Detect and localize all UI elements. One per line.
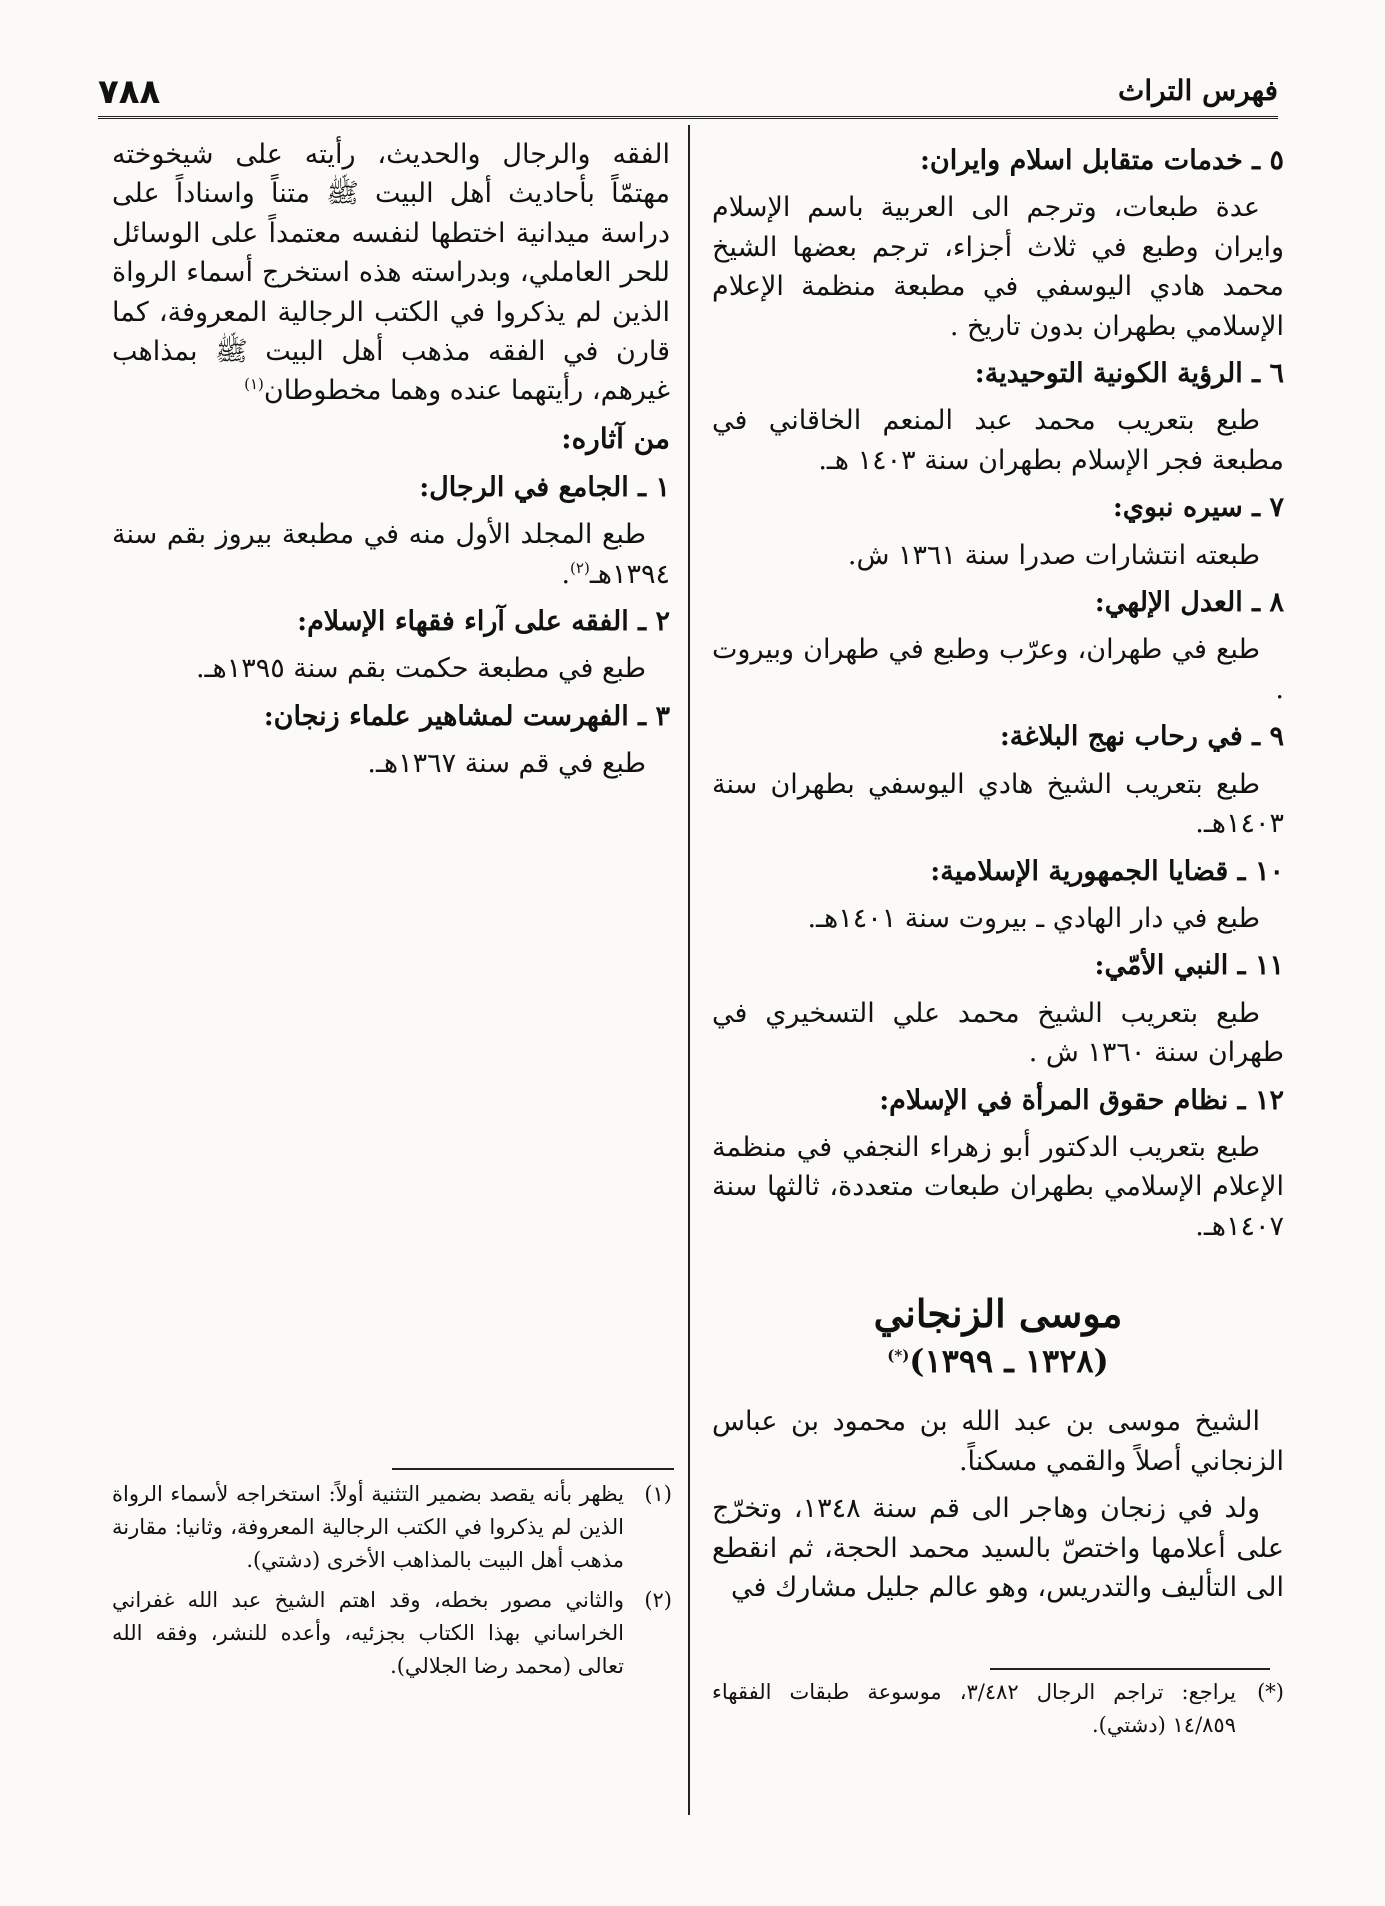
page-header <box>98 70 1278 119</box>
column-divider <box>688 125 690 1815</box>
work-description: طبع المجلد الأول منه في مطبعة بيروز بقم سنة ١٣٩٤هـ$^{(٢)}$. <box>112 519 670 590</box>
work-title: ٥ ـ خدمات متقابل اسلام وايران: <box>919 145 1284 176</box>
page-number: ٧٨٨ <box>98 72 161 112</box>
work-title: ٩ ـ في رحاب نهج البلاغة: <box>999 721 1284 753</box>
right-footnotes <box>712 1676 1284 1748</box>
footnote <box>712 1676 1284 1742</box>
work-description: طبع في قم سنة ١٣٦٧هـ. <box>367 748 646 780</box>
work-title: ١٠ ـ قضايا الجمهورية الإسلامية: <box>930 855 1284 887</box>
footnote-rule <box>392 1468 674 1470</box>
work-title: ١ ـ الجامع في الرجال: <box>419 471 670 503</box>
running-title: فهرس التراث <box>1117 74 1278 107</box>
biography-name: موسى الزنجاني <box>873 1291 1123 1337</box>
work-description: طبع بتعريب الشيخ هادي اليوسفي بطهران سنة ١٤٠٣هـ. <box>712 768 1284 840</box>
biography-paragraph: الشيخ موسى بن عبد الله بن محمود بن عباس الزنجاني أصلاً والقمي مسكناً. <box>712 1406 1284 1477</box>
footnote-mark: (٢) <box>644 1587 672 1612</box>
left-footnotes <box>112 1478 672 1689</box>
footnote <box>112 1584 672 1684</box>
left-column <box>112 135 670 792</box>
biography-continuation-text: الفقه والرجال والحديث، رأيته على شيخوخته مهتمّاً بأحاديث أهل البيت ﷺ متناً واسناداً على دراسة ميدانية اختطها لنفسه معتمداً على الوسائل للحر العاملي، وبدراسته هذه استخرج أسماء الرواة الذين لم يذكروا في الكتب الرجالية المعروفة، كما قارن في الفقه مذهب أهل البيت ﷺ بمذاهب غيرهم، رأيتهما عنده وهما مخطوطان <box>112 139 670 407</box>
biography-dates <box>712 1338 1284 1385</box>
works-list-continued <box>712 141 1284 1246</box>
footnote-ref: (١) <box>244 375 264 394</box>
work-description: طبعته انتشارات صدرا سنة ١٣٦١ ش. <box>847 539 1260 571</box>
footnote-ref: (٢) <box>570 558 590 577</box>
work-title: ٦ ـ الرؤية الكونية التوحيدية: <box>974 358 1284 390</box>
right-column <box>712 135 1284 1615</box>
work-title: ٣ ـ الفهرست لمشاهير علماء زنجان: <box>263 700 670 732</box>
footnote-rule <box>990 1668 1270 1670</box>
work-description-text: طبع المجلد الأول منه في مطبعة بيروز بقم سنة ١٣٩٤هـ <box>112 519 670 590</box>
work-description: عدة طبعات، وترجم الى العربية باسم الإسلام وايران وطبع في ثلاث أجزاء، ترجم بعضها الشيخ محمد هادي اليوسفي في مطبعة منظمة الإعلام الإسلامي بطهران بدون تاريخ . <box>712 192 1284 342</box>
biography-paragraph: ولد في زنجان وهاجر الى قم سنة ١٣٤٨، وتخرّج على أعلامها واختصّ بالسيد محمد الحجة، ثم انقطع الى التأليف والتدريس، وهو عالم جليل مشارك في <box>712 1493 1284 1603</box>
work-description: طبع بتعريب محمد عبد المنعم الخاقاني في مطبعة فجر الإسلام بطهران سنة ١٤٠٣ هـ. <box>712 405 1284 476</box>
biography-dates-text: (١٣٢٨ ـ ١٣٩٩) <box>909 1341 1109 1380</box>
footnote <box>112 1478 672 1578</box>
footnote-mark: (١) <box>644 1482 672 1506</box>
work-description: طبع في مطبعة حكمت بقم سنة ١٣٩٥هـ. <box>195 653 646 685</box>
work-description: طبع بتعريب الشيخ محمد علي التسخيري في طهران سنة ١٣٦٠ ش . <box>712 997 1284 1069</box>
works-heading: من آثاره: <box>561 421 670 455</box>
work-title: ١١ ـ النبي الأمّي: <box>1094 950 1284 982</box>
work-description: طبع في دار الهادي ـ بيروت سنة ١٤٠١هـ. <box>807 902 1260 934</box>
work-title: ١٢ ـ نظام حقوق المرأة في الإسلام: <box>879 1084 1284 1116</box>
footnote-text: يراجع: تراجم الرجال ٣/٤٨٢، موسوعة طبقات الفقهاء ١٤/٨٥٩ (دشتي). <box>712 1680 1236 1738</box>
work-title: ٢ ـ الفقه على آراء فقهاء الإسلام: <box>297 605 670 637</box>
work-description: طبع بتعريب الدكتور أبو زهراء النجفي في منظمة الإعلام الإسلامي بطهران طبعات متعددة، ثالثها سنة ١٤٠٧هـ. <box>712 1131 1284 1242</box>
work-title: ٨ ـ العدل الإلهي: <box>1094 587 1284 619</box>
footnote-mark: (*) <box>1257 1680 1284 1704</box>
biography-footnote-mark: (*) <box>887 1346 910 1364</box>
biography-continuation <box>112 135 670 411</box>
work-title: ٧ ـ سيره نبوي: <box>1112 492 1284 524</box>
footnote-text: والثاني مصور بخطه، وقد اهتم الشيخ عبد الله غفراني الخراساني بهذا الكتاب بجزئيه، وأعده للنشر، وفقه الله تعالى (محمد رضا الجلالي). <box>112 1587 624 1678</box>
footnote-text: يظهر بأنه يقصد بضمير التثنية أولاً: استخراجه لأسماء الرواة الذين لم يذكروا في الكتب الرجالية المعروفة، وثانيا: مقارنة مذهب أهل البيت بالمذاهب الأخرى (دشتي). <box>112 1482 624 1573</box>
work-description: طبع في طهران، وعرّب وطبع في طهران وبيروت . <box>712 634 1284 705</box>
